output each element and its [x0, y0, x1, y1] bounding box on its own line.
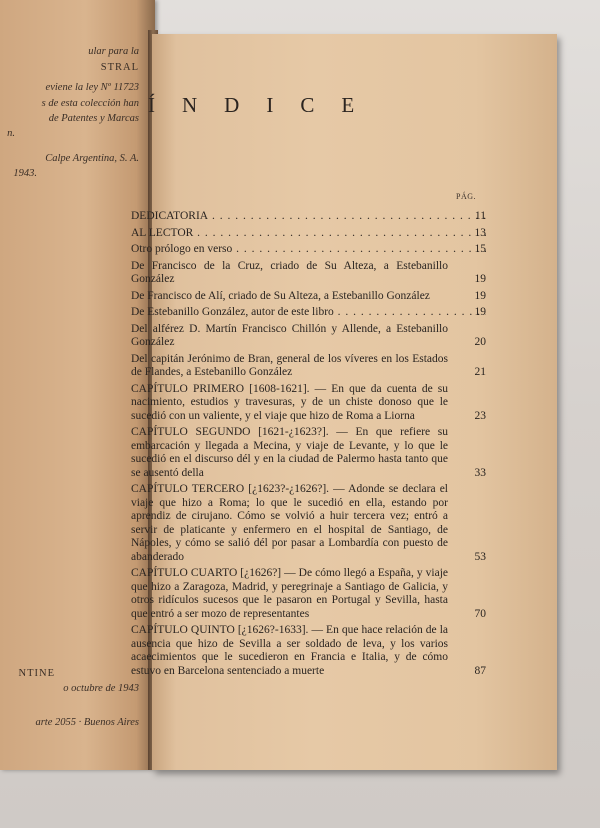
left-page-line: arte 2055 · Buenos Aires: [35, 717, 139, 728]
left-page-line: o octubre de 1943: [63, 683, 139, 694]
toc-entry-page: 15: [474, 243, 486, 255]
left-page-line: NTINE: [18, 668, 55, 679]
toc-entry-title: CAPÍTULO PRIMERO [1608-1621]. — En que da cuenta de su nacimiento, estudios y travesuras, y de un chiste donoso que le sucedió con un valiente, y el viaje que hizo de Roma a Liorna: [131, 382, 448, 422]
toc-entry-page: 19: [474, 273, 486, 285]
toc-entry-title: De Francisco de Alí, criado de Su Alteza, a Estebanillo González: [131, 289, 430, 302]
toc-entry-page: 13: [474, 226, 486, 239]
toc-entry: [131, 260, 486, 287]
left-page-line: STRAL: [100, 62, 139, 73]
toc-entry-title: AL LECTOR: [131, 226, 194, 239]
left-page-line: s de esta colección han: [41, 98, 139, 109]
toc-entry-page: 53: [474, 550, 486, 563]
toc-entry-title: Del capitán Jerónimo de Bran, general de los víveres en los Estados de Flandes, a Estebanillo González: [131, 352, 448, 378]
toc-entry: [131, 210, 486, 224]
toc-entry: [131, 323, 486, 350]
toc-entry: [131, 353, 486, 380]
toc-entry-title: De Francisco de la Cruz, criado de Su Alteza, a Estebanillo González: [131, 259, 448, 285]
toc-entry-page: 87: [474, 664, 486, 677]
toc-entry-title: De Estebanillo González, autor de este libro: [131, 306, 334, 318]
toc-entry-title: CAPÍTULO TERCERO [¿1623?-¿1626?]. — Adonde se declara el viaje que hizo a Roma; lo que le sucedió en ella, estando por aprendiz de cirujano. Cómo se volvió a huir tercera vez; entró a servir de platicante y enfermero en el hospital de Santiago, de Nápoles, y cómo se salió dél por pasar a Lombardía con puesto de abanderado: [131, 483, 448, 563]
toc-entry-page: 19: [474, 306, 486, 318]
toc-entry: [131, 567, 486, 621]
left-page-line: ular para la: [88, 46, 139, 57]
toc-entry: [131, 290, 486, 304]
index-heading: ÍNDICE: [148, 93, 382, 117]
toc-entry: [131, 243, 486, 257]
toc-entry-page: 33: [474, 466, 486, 479]
toc-entry-title: CAPÍTULO SEGUNDO [1621-¿1623?]. — En que refiere su embarcación y llegada a Mecina, y viaje de Levante, y lo que le sucedió en el discurso dél y en la ciudad de Palermo hasta tanto que se ausentó della: [131, 426, 448, 479]
toc-entry-page: 21: [474, 366, 486, 378]
left-page-line: Calpe Argentina, S. A.: [45, 153, 139, 164]
toc-entry: [131, 306, 486, 320]
toc-entry-title: DEDICATORIA: [131, 210, 209, 222]
toc-entry-title: Del alférez D. Martín Francisco Chillón y Allende, a Estebanillo González: [131, 322, 448, 348]
toc-entry: [131, 383, 486, 424]
toc-entry-title: CAPÍTULO CUARTO [¿1626?] — De cómo llegó a España, y viaje que hizo a Zaragoza, Madrid, y peregrinaje a Santiago de Galicia, y otros ridículos sucesos que le pasaron en Portugal y Sevilla, hasta que entró a ser mozo de representantes: [131, 567, 448, 620]
table-of-contents: [131, 210, 486, 681]
toc-entry-title: CAPÍTULO QUINTO [¿1626?-1633]. — En que hace relación de la ausencia que hizo de Sevilla a ser soldado de leva, y los varios acaecimientos que le sucedieron en Francia e Italia, y de cómo estuvo en Barcelona sentenciado a muerte: [131, 624, 448, 677]
toc-entry-title: Otro prólogo en verso: [131, 243, 233, 255]
toc-entry-page: 20: [474, 336, 486, 348]
toc-entry: [131, 483, 486, 564]
toc-entry-page: 23: [474, 409, 486, 422]
left-page-line: n.: [7, 128, 15, 139]
toc-entry-page: 11: [474, 210, 486, 222]
toc-entry: [131, 227, 486, 241]
page-column-label: PÁG.: [456, 192, 477, 201]
left-page-line: de Patentes y Marcas: [48, 113, 139, 124]
left-page-line: eviene la ley Nº 11723: [45, 82, 139, 93]
toc-entry: [131, 426, 486, 480]
left-page-line: 1943.: [13, 168, 37, 179]
toc-entry-page: 19: [474, 289, 486, 302]
toc-entry-page: 70: [474, 607, 486, 620]
toc-entry: [131, 624, 486, 678]
